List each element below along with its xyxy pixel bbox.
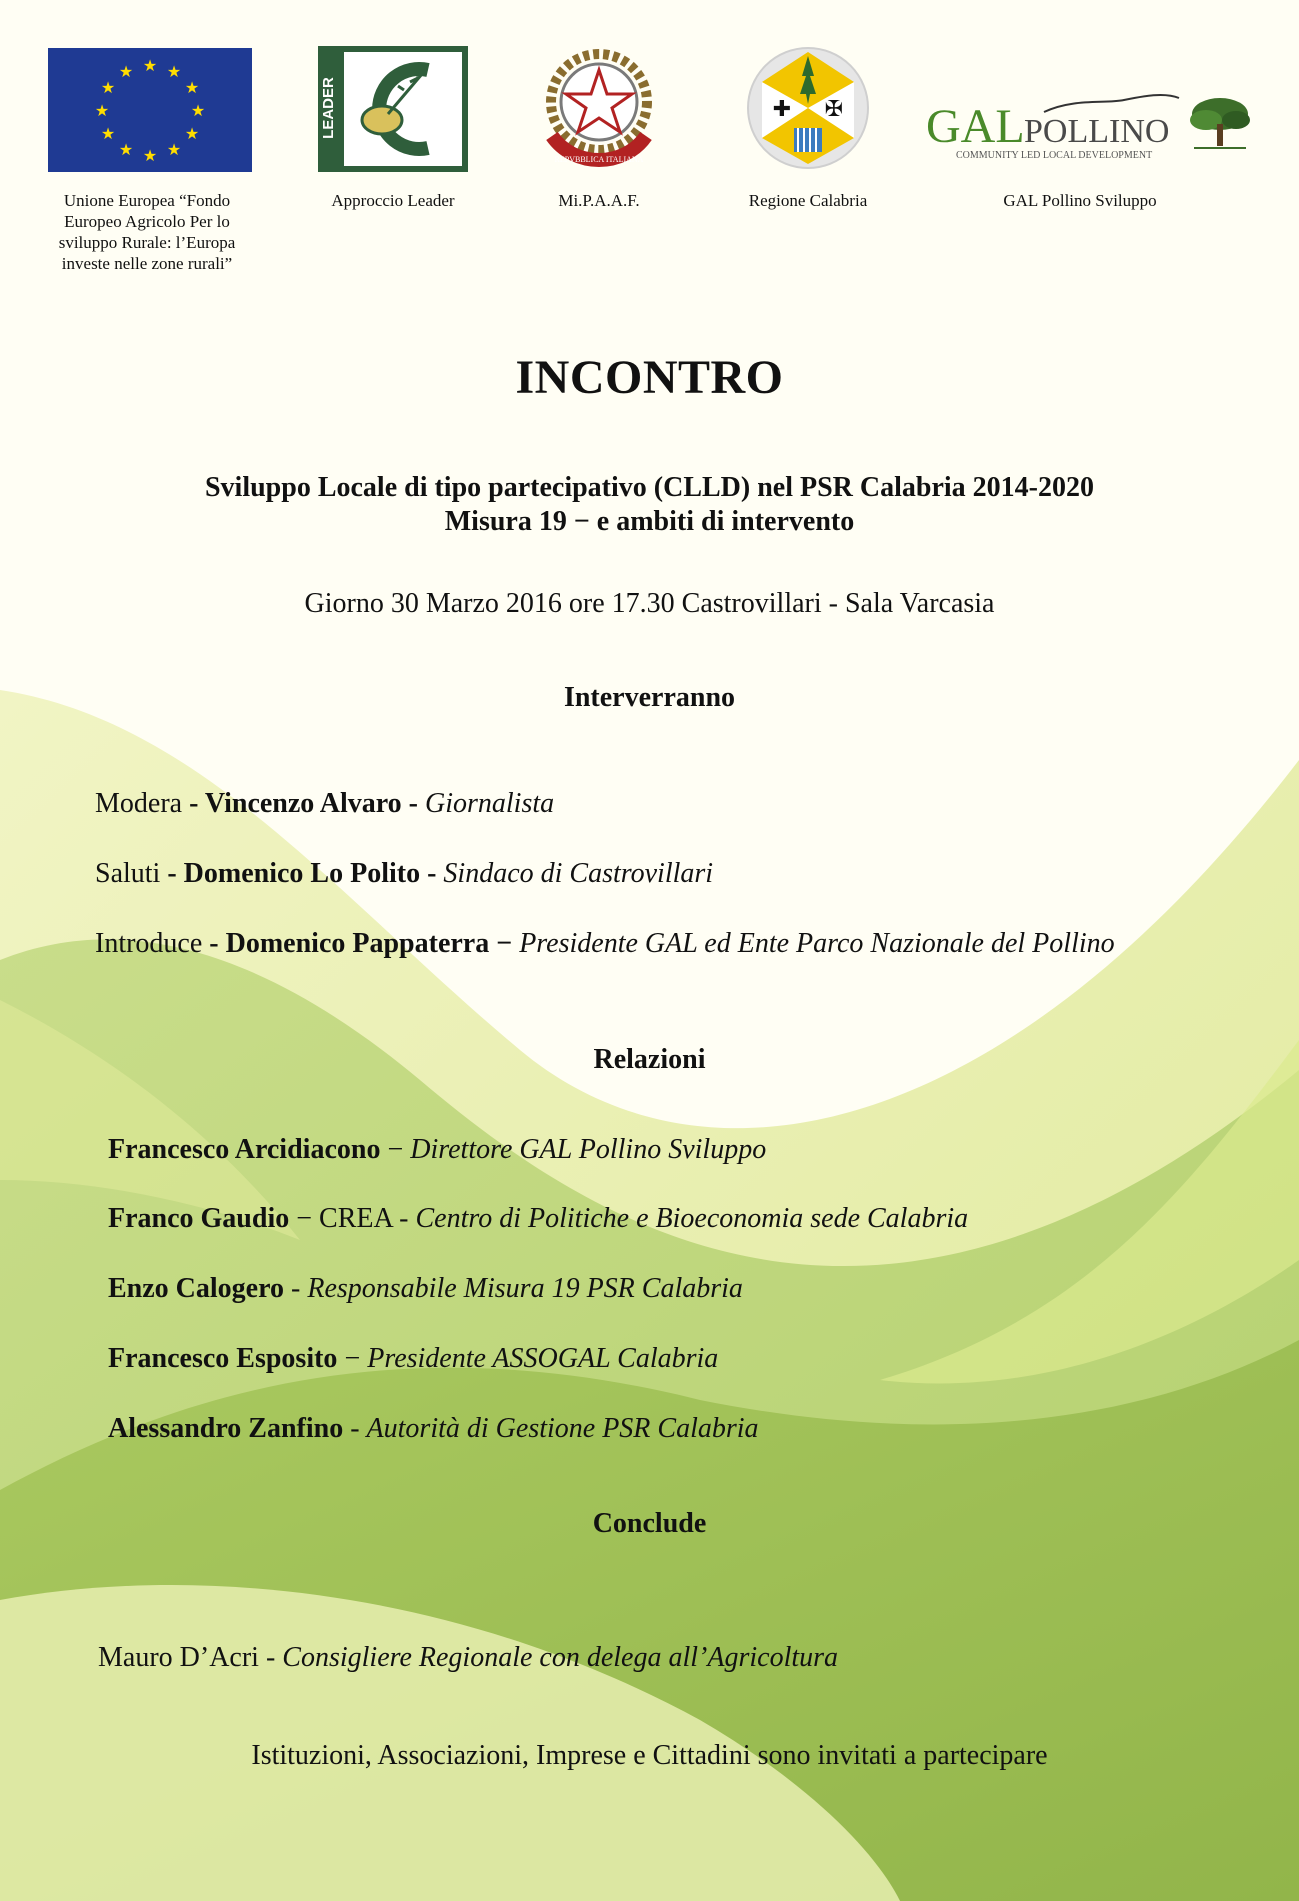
speaker-role: Introduce — [95, 928, 203, 959]
svg-text:✚: ✚ — [772, 97, 792, 122]
calabria-caption: Regione Calabria — [748, 191, 868, 210]
eu-caption: Unione Europea “Fondo Europeo Agricolo Per lo sviluppo Rurale: l’Europa investe nelle zone rurali” — [58, 191, 236, 273]
relatore-desc: Presidente ASSOGAL Calabria — [367, 1343, 719, 1374]
relatore-desc: Autorità di Gestione PSR Calabria — [366, 1413, 759, 1444]
italian-republic-emblem-icon — [534, 40, 664, 174]
leader-logo-text: LEADER — [320, 77, 337, 139]
speaker-role: Saluti — [95, 858, 161, 889]
speaker-row-modera — [95, 788, 554, 820]
svg-text:★: ★ — [166, 140, 182, 159]
speaker-desc: Sindaco di Castrovillari — [443, 858, 714, 889]
relatore-name: Enzo Calogero — [108, 1273, 285, 1304]
svg-text:★: ★ — [166, 62, 182, 81]
speaker-sep: − — [489, 928, 520, 959]
svg-text:★: ★ — [100, 124, 116, 143]
conclude-sep: - — [258, 1642, 283, 1673]
speaker-row-saluti — [95, 858, 713, 890]
svg-text:★: ★ — [100, 78, 116, 97]
mipaaf-caption: Mi.P.A.A.F. — [558, 191, 640, 210]
speaker-row-introduce — [95, 928, 1115, 960]
mipaaf-logo-text: REPVBBLICA ITALIANA — [554, 155, 644, 164]
relazione-row — [108, 1273, 743, 1305]
speaker-name: Domenico Pappaterra — [225, 928, 490, 959]
svg-text:★: ★ — [118, 140, 134, 159]
speaker-sep: - — [182, 788, 205, 819]
gal-logo-tagline: COMMUNITY LED LOCAL DEVELOPMENT — [956, 150, 1153, 161]
interverranno-heading: Interverranno — [563, 682, 736, 713]
relazione-row — [108, 1203, 968, 1235]
relatore-name: Francesco Esposito — [108, 1343, 338, 1374]
relazioni-heading: Relazioni — [593, 1044, 706, 1075]
subtitle-line1: Sviluppo Locale di tipo partecipativo (CLLD) nel PSR Calabria 2014-2020 — [204, 472, 1095, 503]
relatore-desc: Responsabile Misura 19 PSR Calabria — [307, 1273, 743, 1304]
relatore-desc: Direttore GAL Pollino Sviluppo — [410, 1134, 767, 1165]
svg-text:✠: ✠ — [824, 97, 844, 122]
conclude-desc: Consigliere Regionale con delega all’Agricoltura — [282, 1642, 839, 1673]
invitation-footer: Istituzioni, Associazioni, Imprese e Cittadini sono invitati a partecipare — [251, 1740, 1048, 1771]
speaker-sep: - — [202, 928, 226, 959]
relatore-name: Franco Gaudio — [108, 1203, 290, 1234]
relatore-desc: Centro di Politiche e Bioeconomia sede Calabria — [415, 1203, 969, 1234]
svg-text:★: ★ — [142, 146, 158, 165]
svg-text:★: ★ — [142, 56, 158, 75]
relatore-sep: - — [343, 1413, 367, 1444]
speaker-desc: Giornalista — [425, 788, 555, 819]
relatore-sep: − — [337, 1343, 368, 1374]
relazione-row — [108, 1343, 718, 1375]
speaker-desc: Presidente GAL ed Ente Parco Nazionale del Pollino — [519, 928, 1115, 959]
speaker-sep: - — [160, 858, 184, 889]
svg-text:★: ★ — [118, 62, 134, 81]
relatore-sep: - — [284, 1273, 308, 1304]
gal-caption: GAL Pollino Sviluppo — [1003, 191, 1157, 210]
relazione-row — [108, 1413, 759, 1445]
event-dateline: Giorno 30 Marzo 2016 ore 17.30 Castrovillari - Sala Varcasia — [304, 588, 995, 619]
speaker-role: Modera — [95, 788, 183, 819]
relatore-sep: − CREA - — [289, 1203, 416, 1234]
speaker-sep: - — [401, 788, 425, 819]
svg-text:★: ★ — [184, 124, 200, 143]
page-title: INCONTRO — [515, 351, 784, 404]
relatore-name: Francesco Arcidiacono — [108, 1134, 381, 1165]
speaker-name: Domenico Lo Polito — [183, 858, 421, 889]
leader-logo-icon — [318, 46, 468, 172]
svg-text:★: ★ — [190, 101, 206, 120]
svg-text:★: ★ — [94, 101, 110, 120]
subtitle-line2: Misura 19 − e ambiti di intervento — [444, 506, 855, 537]
relazione-row — [108, 1134, 766, 1166]
gal-logo-pollino: POLLINO — [1024, 113, 1170, 150]
speaker-sep: - — [420, 858, 444, 889]
conclude-heading: Conclude — [592, 1508, 707, 1539]
speaker-name: Vincenzo Alvaro — [204, 788, 402, 819]
relatore-sep: − — [380, 1134, 411, 1165]
eu-flag-icon — [48, 48, 252, 172]
relatore-name: Alessandro Zanfino — [108, 1413, 344, 1444]
svg-text:★: ★ — [184, 78, 200, 97]
calabria-region-emblem-icon — [746, 42, 870, 176]
conclude-row — [98, 1642, 838, 1674]
gal-pollino-logo-icon — [924, 90, 1254, 170]
leader-caption: Approccio Leader — [331, 191, 455, 210]
gal-logo-text: GAL — [926, 100, 1025, 153]
conclude-name: Mauro D’Acri — [98, 1642, 259, 1673]
